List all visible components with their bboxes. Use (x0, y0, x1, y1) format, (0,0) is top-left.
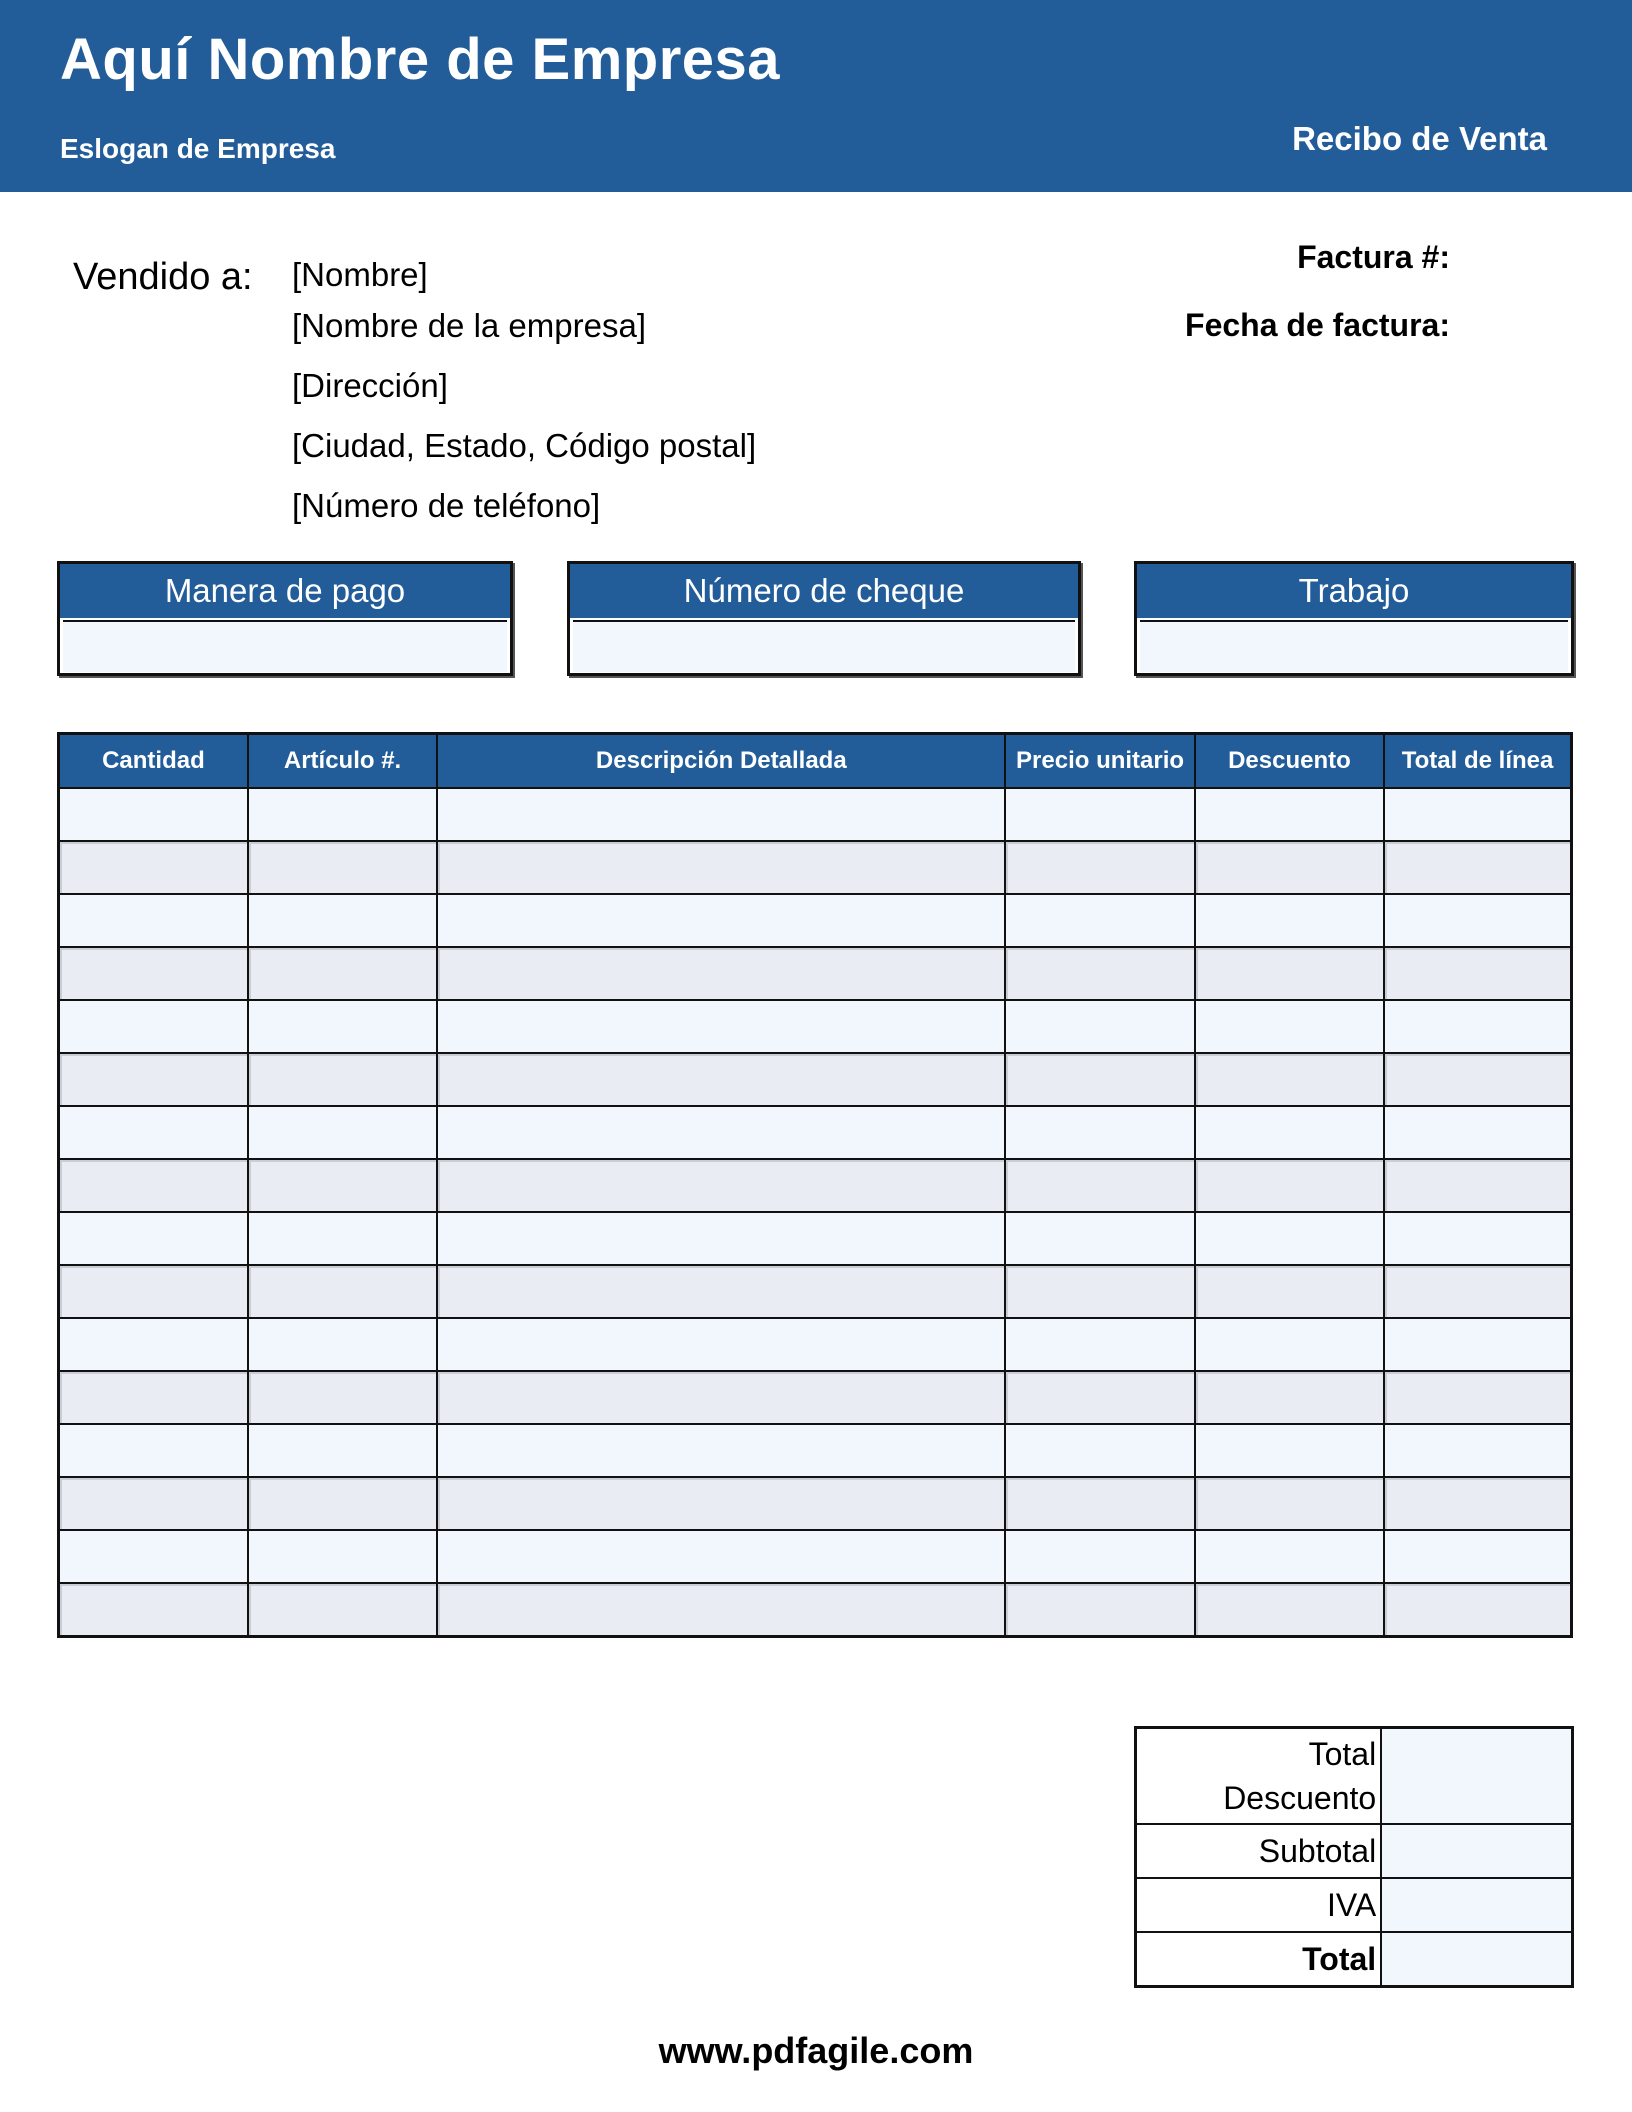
cell-discount[interactable] (1195, 1053, 1384, 1106)
cell-line-total[interactable] (1384, 1265, 1571, 1318)
subtotal-value[interactable] (1381, 1824, 1572, 1878)
cell-description[interactable] (437, 1159, 1005, 1212)
cell-item-number[interactable] (248, 1371, 437, 1424)
total-discount-label-line2: Descuento (1223, 1780, 1377, 1816)
cell-item-number[interactable] (248, 1265, 437, 1318)
document-title: Recibo de Venta (1292, 120, 1547, 157)
total-discount-label (1136, 1728, 1382, 1825)
table-row (59, 788, 1572, 841)
cell-quantity[interactable] (59, 788, 248, 841)
table-row (59, 1159, 1572, 1212)
sold-to-company: [Nombre de la empresa] (292, 307, 646, 344)
cell-description[interactable] (437, 1477, 1005, 1530)
check-number-header: Número de cheque (570, 564, 1078, 618)
cell-line-total[interactable] (1384, 1424, 1571, 1477)
table-row (59, 1053, 1572, 1106)
grand-total-label: Total (1136, 1932, 1382, 1987)
cell-discount[interactable] (1195, 788, 1384, 841)
cell-discount[interactable] (1195, 1000, 1384, 1053)
cell-quantity[interactable] (59, 1265, 248, 1318)
table-row (59, 1212, 1572, 1265)
cell-line-total[interactable] (1384, 1371, 1571, 1424)
cell-item-number[interactable] (248, 1530, 437, 1583)
cell-line-total[interactable] (1384, 894, 1571, 947)
cell-discount[interactable] (1195, 1318, 1384, 1371)
cell-description[interactable] (437, 788, 1005, 841)
cell-item-number[interactable] (248, 788, 437, 841)
cell-discount[interactable] (1195, 1159, 1384, 1212)
cell-line-total[interactable] (1384, 1106, 1571, 1159)
col-item-number: Artículo #. (248, 734, 437, 789)
cell-unit-price[interactable] (1005, 894, 1194, 947)
invoice-date-label: Fecha de factura: (1185, 307, 1450, 343)
subtotal-label: Subtotal (1136, 1824, 1382, 1878)
items-body (59, 788, 1572, 1637)
company-slogan: Eslogan de Empresa (60, 133, 336, 164)
table-row (59, 1530, 1572, 1583)
cell-unit-price[interactable] (1005, 841, 1194, 894)
footer-website[interactable]: www.pdfagile.com (658, 2030, 974, 2071)
cell-unit-price[interactable] (1005, 1424, 1194, 1477)
cell-unit-price[interactable] (1005, 1371, 1194, 1424)
col-unit-price: Precio unitario (1005, 734, 1194, 789)
cell-quantity[interactable] (59, 841, 248, 894)
cell-description[interactable] (437, 1318, 1005, 1371)
invoice-number-label: Factura #: (1297, 239, 1450, 275)
cell-item-number[interactable] (248, 894, 437, 947)
cell-quantity[interactable] (59, 1424, 248, 1477)
cell-description[interactable] (437, 1000, 1005, 1053)
cell-quantity[interactable] (59, 1106, 248, 1159)
job-field[interactable] (1140, 620, 1568, 672)
cell-unit-price[interactable] (1005, 1159, 1194, 1212)
cell-discount[interactable] (1195, 1212, 1384, 1265)
table-row (59, 1424, 1572, 1477)
sold-to-city: [Ciudad, Estado, Código postal] (292, 427, 757, 464)
cell-quantity[interactable] (59, 1000, 248, 1053)
cell-quantity[interactable] (59, 1212, 248, 1265)
cell-item-number[interactable] (248, 947, 437, 1000)
cell-unit-price[interactable] (1005, 1212, 1194, 1265)
cell-quantity[interactable] (59, 1159, 248, 1212)
col-discount: Descuento (1195, 734, 1384, 789)
cell-description[interactable] (437, 1530, 1005, 1583)
cell-item-number[interactable] (248, 1477, 437, 1530)
tax-value[interactable] (1381, 1878, 1572, 1932)
cell-quantity[interactable] (59, 1371, 248, 1424)
col-description: Descripción Detallada (437, 734, 1005, 789)
cell-quantity[interactable] (59, 1477, 248, 1530)
cell-description[interactable] (437, 1053, 1005, 1106)
cell-description[interactable] (437, 1265, 1005, 1318)
cell-quantity[interactable] (59, 894, 248, 947)
cell-item-number[interactable] (248, 1583, 437, 1637)
cell-line-total[interactable] (1384, 1583, 1571, 1637)
sold-to-label: Vendido a: (73, 256, 253, 298)
header-band (0, 0, 1632, 192)
cell-description[interactable] (437, 841, 1005, 894)
cell-line-total[interactable] (1384, 788, 1571, 841)
total-discount-label-line1: Total (1308, 1736, 1377, 1772)
payment-method-header: Manera de pago (60, 564, 510, 618)
table-row (59, 1106, 1572, 1159)
cell-item-number[interactable] (248, 1159, 437, 1212)
job-box (1134, 561, 1574, 676)
cell-line-total[interactable] (1384, 1212, 1571, 1265)
cell-unit-price[interactable] (1005, 1106, 1194, 1159)
cell-item-number[interactable] (248, 1053, 437, 1106)
cell-unit-price[interactable] (1005, 1477, 1194, 1530)
cell-description[interactable] (437, 1424, 1005, 1477)
job-header: Trabajo (1137, 564, 1571, 618)
table-row (59, 1318, 1572, 1371)
col-quantity: Cantidad (59, 734, 248, 789)
cell-line-total[interactable] (1384, 1530, 1571, 1583)
items-header-row (59, 734, 1572, 789)
cell-unit-price[interactable] (1005, 947, 1194, 1000)
cell-unit-price[interactable] (1005, 1053, 1194, 1106)
cell-unit-price[interactable] (1005, 1318, 1194, 1371)
cell-quantity[interactable] (59, 947, 248, 1000)
payment-method-field[interactable] (63, 620, 507, 672)
cell-description[interactable] (437, 1106, 1005, 1159)
cell-quantity[interactable] (59, 1318, 248, 1371)
payment-method-box (57, 561, 513, 676)
table-row (59, 947, 1572, 1000)
cell-discount[interactable] (1195, 841, 1384, 894)
table-row (59, 1371, 1572, 1424)
total-discount-row (1136, 1728, 1573, 1825)
cell-discount[interactable] (1195, 1583, 1384, 1637)
grand-total-row (1136, 1932, 1573, 1987)
table-row (59, 1000, 1572, 1053)
table-row (59, 841, 1572, 894)
tax-label: IVA (1136, 1878, 1382, 1932)
cell-discount[interactable] (1195, 1371, 1384, 1424)
cell-unit-price[interactable] (1005, 1000, 1194, 1053)
items-table (57, 732, 1573, 1638)
cell-description[interactable] (437, 1212, 1005, 1265)
table-row (59, 1265, 1572, 1318)
cell-discount[interactable] (1195, 1530, 1384, 1583)
cell-discount[interactable] (1195, 1424, 1384, 1477)
cell-item-number[interactable] (248, 1318, 437, 1371)
cell-description[interactable] (437, 1371, 1005, 1424)
check-number-field[interactable] (573, 620, 1075, 672)
table-row (59, 1477, 1572, 1530)
totals-table (1134, 1726, 1574, 1988)
subtotal-row (1136, 1824, 1573, 1878)
cell-discount[interactable] (1195, 894, 1384, 947)
cell-line-total[interactable] (1384, 947, 1571, 1000)
cell-quantity[interactable] (59, 1053, 248, 1106)
cell-description[interactable] (437, 1583, 1005, 1637)
check-number-box (567, 561, 1081, 676)
sold-to-phone: [Número de teléfono] (292, 487, 601, 524)
cell-unit-price[interactable] (1005, 788, 1194, 841)
col-line-total: Total de línea (1384, 734, 1571, 789)
cell-line-total[interactable] (1384, 1053, 1571, 1106)
total-discount-value[interactable] (1381, 1728, 1572, 1825)
cell-item-number[interactable] (248, 1106, 437, 1159)
cell-description[interactable] (437, 894, 1005, 947)
cell-discount[interactable] (1195, 1477, 1384, 1530)
cell-discount[interactable] (1195, 947, 1384, 1000)
cell-line-total[interactable] (1384, 1159, 1571, 1212)
sold-to-name: [Nombre] (292, 256, 428, 293)
table-row (59, 894, 1572, 947)
cell-discount[interactable] (1195, 1265, 1384, 1318)
tax-row (1136, 1878, 1573, 1932)
cell-item-number[interactable] (248, 1424, 437, 1477)
table-row (59, 1583, 1572, 1637)
cell-description[interactable] (437, 947, 1005, 1000)
cell-line-total[interactable] (1384, 1000, 1571, 1053)
cell-quantity[interactable] (59, 1583, 248, 1637)
sold-to-address: [Dirección] (292, 367, 448, 404)
grand-total-value[interactable] (1381, 1932, 1572, 1987)
cell-unit-price[interactable] (1005, 1583, 1194, 1637)
cell-item-number[interactable] (248, 1212, 437, 1265)
cell-discount[interactable] (1195, 1106, 1384, 1159)
cell-item-number[interactable] (248, 841, 437, 894)
cell-line-total[interactable] (1384, 841, 1571, 894)
cell-line-total[interactable] (1384, 1318, 1571, 1371)
cell-line-total[interactable] (1384, 1477, 1571, 1530)
cell-quantity[interactable] (59, 1530, 248, 1583)
company-name: Aquí Nombre de Empresa (60, 27, 781, 92)
cell-item-number[interactable] (248, 1000, 437, 1053)
cell-unit-price[interactable] (1005, 1265, 1194, 1318)
cell-unit-price[interactable] (1005, 1530, 1194, 1583)
